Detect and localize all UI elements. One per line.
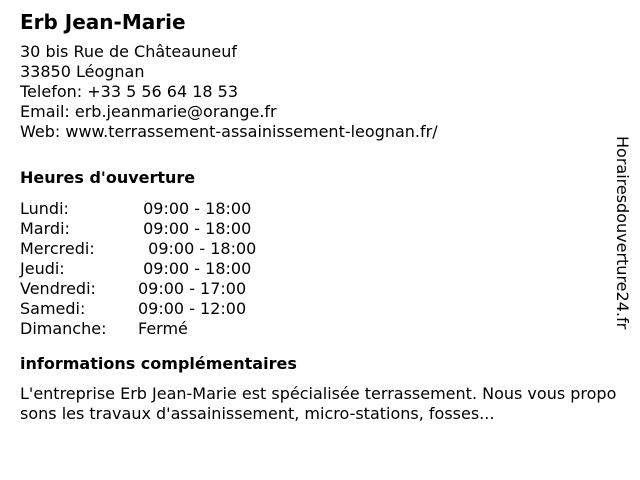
day-time: 09:00 - 18:00 (138, 259, 252, 278)
day-label: Samedi: (20, 299, 86, 318)
hours-row-wednesday (20, 239, 620, 259)
business-description: L'entreprise Erb Jean-Marie est spécialisée terrassement. Nous vous proposons les travaux d'assainissement, micro-stations, fosses... (20, 384, 617, 423)
phone-line[interactable]: Telefon: +33 5 56 64 18 53 (20, 82, 239, 101)
day-label: Mardi: (20, 219, 70, 238)
day-time: 09:00 - 17:00 (138, 279, 247, 298)
business-card (20, 8, 620, 424)
hours-row-sunday (20, 319, 620, 339)
day-label: Mercredi: (20, 239, 95, 258)
day-label: Jeudi: (20, 259, 65, 278)
hours-heading: Heures d'ouverture (20, 168, 196, 187)
website-line[interactable]: Web: www.terrassement-assainissement-leognan.fr/ (20, 122, 438, 141)
hours-row-thursday (20, 259, 620, 279)
email-line[interactable]: Email: erb.jeanmarie@orange.fr (20, 102, 277, 121)
business-name: Erb Jean-Marie (20, 10, 186, 34)
day-time: 09:00 - 12:00 (138, 299, 247, 318)
hours-row-saturday (20, 299, 620, 319)
day-label: Lundi: (20, 199, 69, 218)
hours-row-tuesday (20, 219, 620, 239)
day-time: 09:00 - 18:00 (138, 219, 252, 238)
day-time: 09:00 - 18:00 (138, 199, 252, 218)
info-heading: informations complémentaires (20, 354, 297, 373)
site-watermark: Horairesdouverture24.fr (613, 136, 632, 330)
address-city: 33850 Léognan (20, 62, 145, 81)
hours-row-friday (20, 279, 620, 299)
day-time: Fermé (138, 319, 188, 338)
hours-table (20, 199, 620, 339)
day-time: 09:00 - 18:00 (138, 239, 257, 258)
hours-row-monday (20, 199, 620, 219)
day-label: Dimanche: (20, 319, 107, 338)
address-street: 30 bis Rue de Châteauneuf (20, 42, 237, 61)
day-label: Vendredi: (20, 279, 96, 298)
